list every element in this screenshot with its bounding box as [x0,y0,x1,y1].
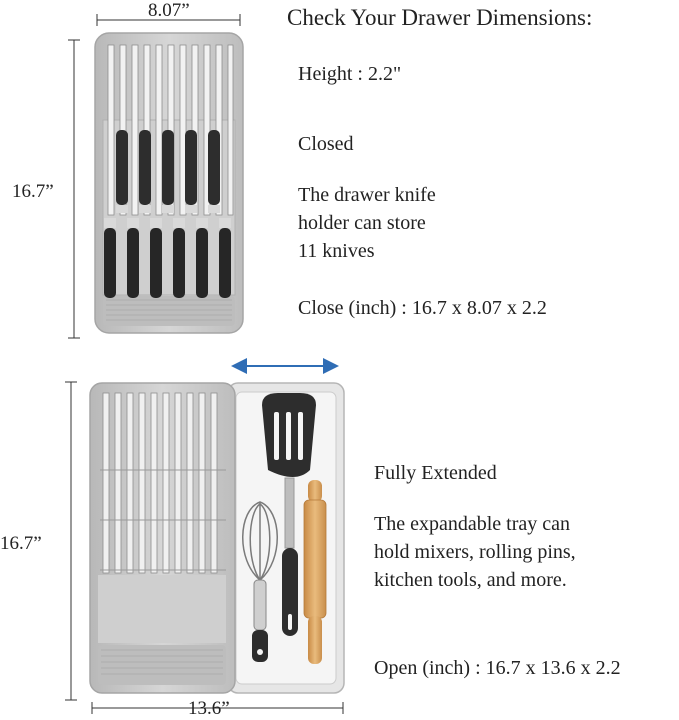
page-title: Check Your Drawer Dimensions: [287,5,593,30]
open-width-label: 13.6” [188,698,230,719]
closed-length-label: 16.7” [12,181,54,202]
open-length-label: 16.7” [0,533,42,554]
closed-desc-line-3: 11 knives [298,240,375,262]
closed-desc-line-2: holder can store [298,212,426,234]
knife-block-tray-icon [95,33,243,333]
open-desc-line-1: The expandable tray can [374,513,571,535]
closed-width-label: 8.07” [148,0,190,21]
open-size-spec: Open (inch) : 16.7 x 13.6 x 2.2 [374,657,621,679]
open-length-dimension-line [65,382,77,700]
closed-length-dimension-line [68,40,80,338]
open-heading: Fully Extended [374,462,497,484]
closed-size-spec: Close (inch) : 16.7 x 8.07 x 2.2 [298,297,547,319]
height-spec: Height : 2.2" [298,63,402,85]
open-desc-line-3: kitchen tools, and more. [374,569,567,591]
open-desc-line-2: hold mixers, rolling pins, [374,541,576,563]
closed-desc-line-1: The drawer knife [298,184,436,206]
closed-heading: Closed [298,133,354,155]
